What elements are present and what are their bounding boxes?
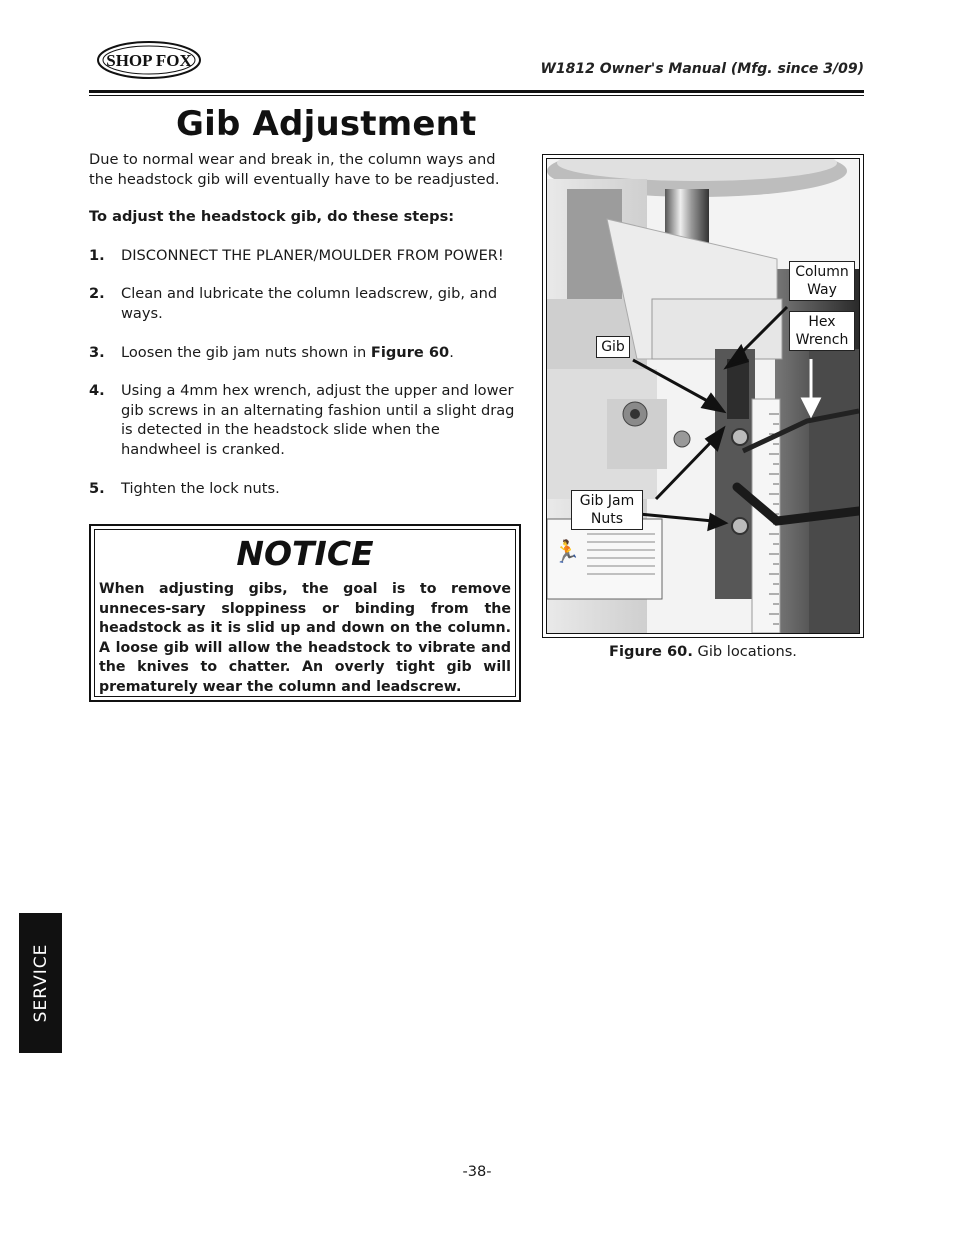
figure-photo: [546, 158, 860, 634]
page-number: -38-: [462, 1163, 492, 1180]
header-rule: [89, 90, 864, 93]
planer-column-photo: [547, 159, 859, 633]
callout-gib-jam-nuts: Gib Jam Nuts: [571, 490, 643, 530]
step-text: [121, 343, 519, 363]
step-text: Using a 4mm hex wrench, adjust the upper and lower gib screws in an alternating fashion until a slight drag is detected in the headstock slide when the handwheel is cranked.: [121, 382, 515, 458]
step-text: DISCONNECT THE PLANER/MOULDER FROM POWER!: [121, 246, 504, 264]
step-number: 4.: [89, 382, 105, 400]
step-number: 2.: [89, 285, 105, 303]
step-text: Clean and lubricate the column leadscrew, gib, and ways.: [121, 285, 498, 322]
notice-text: When adjusting gibs, the goal is to remove unneces-sary sloppiness or binding from the headstock as it is slid up and down on the column. A loose gib will allow the headstock to vibrate and the knives to chatter. An overly tight gib will prematurely wear the column and leadscrew.: [99, 581, 511, 695]
step-3: [89, 343, 519, 363]
step-number: 1.: [89, 246, 105, 264]
instructions: [89, 150, 519, 517]
step-text-lead: Loosen the gib jam nuts shown in: [121, 343, 371, 361]
page-title: Gib Adjustment: [176, 104, 477, 144]
callout-hex-wrench: Hex Wrench: [789, 311, 855, 351]
section-tab-label: SERVICE: [30, 943, 51, 1023]
manual-title: W1812 Owner's Manual (Mfg. since 3/09): [540, 61, 864, 77]
notice-title: NOTICE: [236, 534, 374, 573]
steps-heading: To adjust the headstock gib, do these steps:: [89, 208, 455, 226]
logo-text: SHOP FOX: [106, 51, 192, 70]
step-1: [89, 246, 519, 266]
step-5: [89, 479, 519, 499]
shop-fox-logo: [96, 40, 202, 80]
callout-gib: Gib: [596, 336, 630, 358]
figure-caption: [542, 643, 864, 660]
section-tab-service: [19, 913, 62, 1053]
callout-column-way: Column Way: [789, 261, 855, 301]
header-rule-thin: [89, 95, 864, 96]
notice-box: [89, 524, 521, 702]
step-number: 3.: [89, 343, 105, 361]
figure-caption-text: Gib locations.: [692, 643, 797, 660]
step-4: [89, 381, 519, 459]
step-text-tail: .: [449, 343, 454, 361]
step-number: 5.: [89, 479, 105, 497]
step-2: [89, 284, 519, 323]
figure-reference: Figure 60: [370, 343, 450, 361]
figure-caption-label: Figure 60.: [609, 643, 693, 660]
step-text: Tighten the lock nuts.: [121, 479, 280, 497]
intro-paragraph: Due to normal wear and break in, the column ways and the headstock gib will eventually have to be readjusted.: [89, 151, 500, 188]
svg-text:🏃: 🏃: [553, 540, 581, 565]
figure-60: [542, 154, 864, 638]
